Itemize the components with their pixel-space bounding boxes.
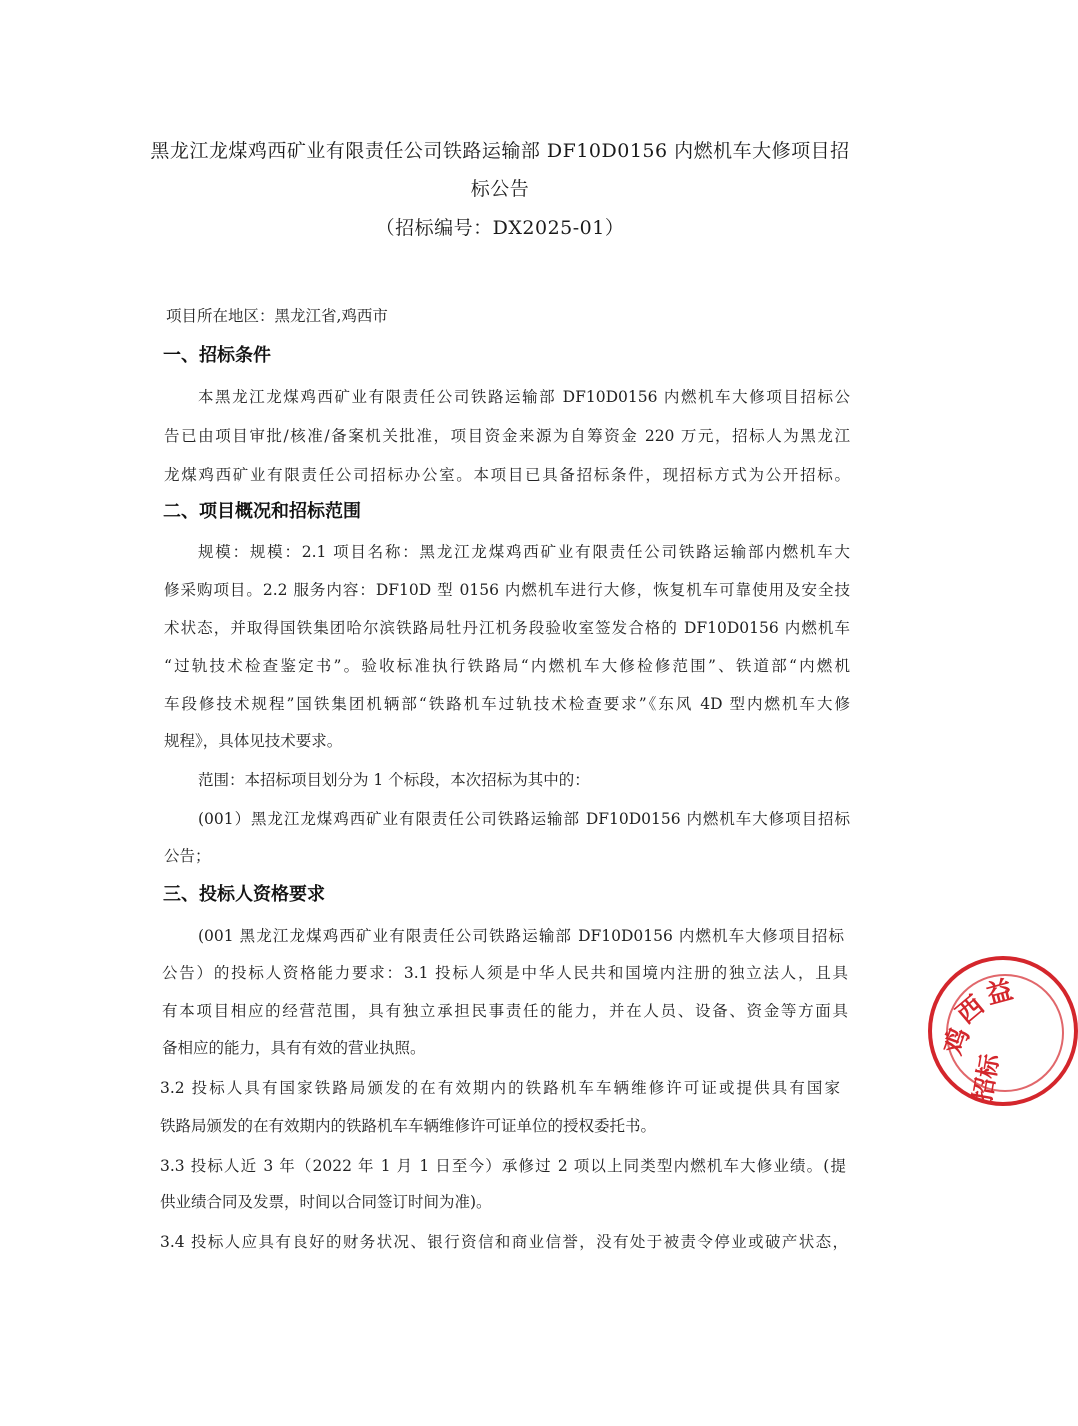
section3-line: 有本项目相应的经营范围，具有独立承担民事责任的能力，并在人员、设备、资金等方面具 (162, 1002, 848, 1020)
section2-lot: (001）黑龙江龙煤鸡西矿业有限责任公司铁路运输部 DF10D0156 内燃机车大修项目招标 (198, 810, 850, 828)
bid-number: （招标编号：DX2025-01） (375, 217, 625, 239)
section1-line: 本黑龙江龙煤鸡西矿业有限责任公司铁路运输部 DF10D0156 内燃机车大修项目招标公 (198, 388, 850, 406)
section3-line: 铁路局颁发的在有效期内的铁路机车车辆维修许可证单位的授权委托书。 (160, 1117, 657, 1135)
section2-scope: 范围：本招标项目划分为 1 个标段，本次招标为其中的： (198, 771, 590, 789)
section2-line: 规程》，具体见技术要求。 (164, 732, 343, 750)
section3-line: 备相应的能力，具有有效的营业执照。 (162, 1039, 426, 1057)
company-seal-stamp (928, 956, 1078, 1106)
seal-char: 益 (983, 975, 1017, 1011)
section2-line: 车段修技术规程”国铁集团机辆部“铁路机车过轨技术检查要求”《东风 4D 型内燃机车大修 (164, 695, 850, 713)
section3-line: 3.3 投标人近 3 年（2022 年 1 月 1 日至今）承修过 2 项以上同类型内燃机车大修业绩。(提 (160, 1157, 846, 1175)
section3-line: (001 黑龙江龙煤鸡西矿业有限责任公司铁路运输部 DF10D0156 内燃机车大修项目招标 (198, 927, 844, 945)
section3-line: 3.2 投标人具有国家铁路局颁发的在有效期内的铁路机车车辆维修许可证或提供具有国家 (160, 1079, 840, 1097)
section2-line: “过轨技术检查鉴定书”。验收标准执行铁路局“内燃机车大修检修范围”、铁道部“内燃机 (164, 657, 850, 675)
section2-line: 规模：规模：2.1 项目名称：黑龙江龙煤鸡西矿业有限责任公司铁路运输部内燃机车大 (198, 543, 850, 561)
section3-line: 公告）的投标人资格能力要求：3.1 投标人须是中华人民共和国境内注册的独立法人，且具 (162, 964, 848, 982)
section3-heading: 三、投标人资格要求 (163, 884, 325, 905)
section3-line: 供业绩合同及发票，时间以合同签订时间为准)。 (160, 1193, 492, 1211)
section3-line: 3.4 投标人应具有良好的财务状况、银行资信和商业信誉，没有处于被责令停业或破产状态， (160, 1233, 848, 1251)
section1-heading: 一、招标条件 (163, 345, 271, 366)
section2-line: 修采购项目。2.2 服务内容：DF10D 型 0156 内燃机车进行大修，恢复机车可靠使用及安全技 (164, 581, 850, 599)
section2-line: 术状态，并取得国铁集团哈尔滨铁路局牡丹江机务段验收室签发合格的 DF10D0156 内燃机车 (164, 619, 850, 637)
section2-heading: 二、项目概况和招标范围 (163, 501, 361, 522)
seal-char: 鸡 (938, 1024, 976, 1059)
project-location: 项目所在地区：黑龙江省,鸡西市 (166, 307, 388, 325)
section1-line: 告已由项目审批/核准/备案机关批准，项目资金来源为自筹资金 220 万元，招标人为黑龙江 (164, 427, 850, 445)
document-title-line1: 黑龙江龙煤鸡西矿业有限责任公司铁路运输部 DF10D0156 内燃机车大修项目招 (150, 140, 850, 162)
seal-char: 招标 (968, 1051, 1005, 1105)
section2-lot: 公告； (164, 847, 211, 865)
document-title-line2: 标公告 (470, 178, 530, 200)
seal-char: 西 (951, 990, 991, 1031)
section1-line: 龙煤鸡西矿业有限责任公司招标办公室。本项目已具备招标条件，现招标方式为公开招标。 (164, 466, 850, 484)
